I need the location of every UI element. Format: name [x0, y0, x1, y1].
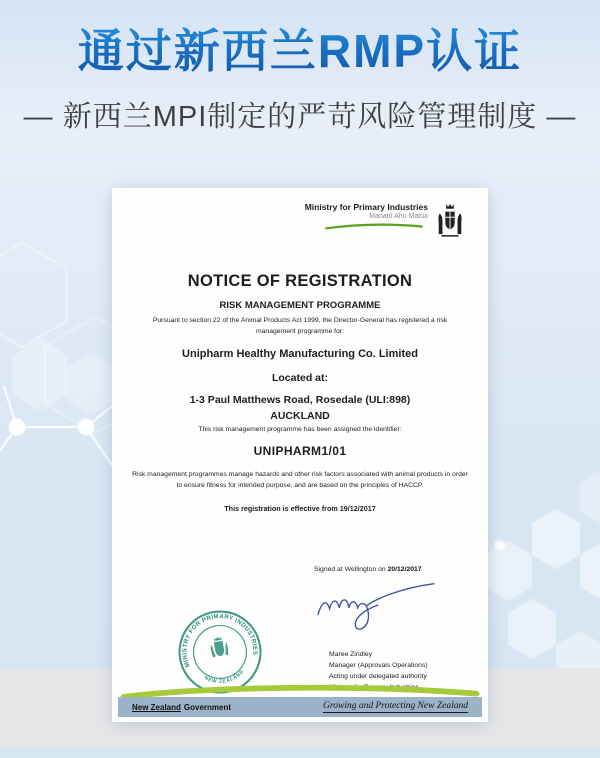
nz-government-part2: Government [183, 702, 232, 712]
stamp-arc-bottom-text: NEW ZEALAND [203, 669, 246, 685]
bottom-blue-strip [0, 748, 600, 758]
signatory-org: Ministry for Primary Industries [329, 683, 419, 691]
mpi-maori-name: Manatū Ahu Matua [369, 213, 428, 221]
located-label: Located at: [271, 372, 328, 384]
page-title: 通过新西兰RMP认证 [0, 15, 600, 81]
stamp-emblem [209, 636, 229, 658]
nz-government-part1: New Zealand [132, 702, 181, 712]
signed-date: 20/12/2017 [387, 566, 422, 573]
certificate-subtitle: RISK MANAGEMENT PROGRAMME [219, 300, 381, 311]
address-line-1: 1-3 Paul Matthews Road, Rosedale (ULI:898) [189, 394, 411, 406]
signatory-name: Maree Zindley [329, 651, 373, 658]
identifier-intro: This risk management programme has been assigned the identifier: [198, 426, 402, 433]
hexagon-decoration [528, 508, 584, 570]
mpi-logo-text [305, 202, 428, 231]
handwritten-signature-icon [308, 576, 443, 632]
stamp-arc-top-text: MINISTRY FOR PRIMARY INDUSTRIES [181, 612, 259, 669]
footer-bar [118, 697, 482, 717]
signed-line [314, 566, 422, 573]
effective-date-line: This registration is effective from 19/12/2017 [224, 504, 376, 513]
address-block [112, 393, 488, 425]
pursuant-text: Pursuant to section 22 of the Animal Products Act 1999, the Director-General has registered a risk management programme for: [152, 317, 448, 335]
hexagon-decoration [480, 540, 536, 602]
signed-prefix: Signed at Wellington on [314, 566, 388, 573]
hexagon-decoration [576, 470, 600, 524]
green-swoosh-icon [320, 222, 428, 231]
dot-decoration [494, 540, 505, 551]
company-name: Unipharm Healthy Manufacturing Co. Limited [182, 348, 418, 360]
address-line-2: AUCKLAND [270, 409, 330, 422]
programme-description: Risk management programmes manage hazards and other risk factors associated with animal products in order to ensure fitness for intended purpose, and are based on the principles of HACCP. [132, 471, 468, 489]
certificate-document [112, 188, 488, 722]
programme-identifier: UNIPHARM1/01 [253, 444, 347, 458]
mpi-logo [305, 202, 466, 240]
certificate-footer [118, 683, 482, 717]
footer-tagline: Growing and Protecting New Zealand [323, 701, 468, 711]
nz-government-logo [132, 703, 231, 712]
signatory-authority: Acting under delegated authority [329, 672, 427, 680]
page-subtitle: — 新西兰MPI制定的严苛风险管理制度 — [23, 101, 577, 133]
mpi-org-name: Ministry for Primary Industries [304, 202, 428, 212]
signatory-role: Manager (Approvals Operations) [329, 661, 428, 669]
certificate-title: NOTICE OF REGISTRATION [187, 272, 413, 290]
nz-coat-of-arms-icon [434, 202, 466, 240]
hexagon-decoration [504, 598, 560, 660]
